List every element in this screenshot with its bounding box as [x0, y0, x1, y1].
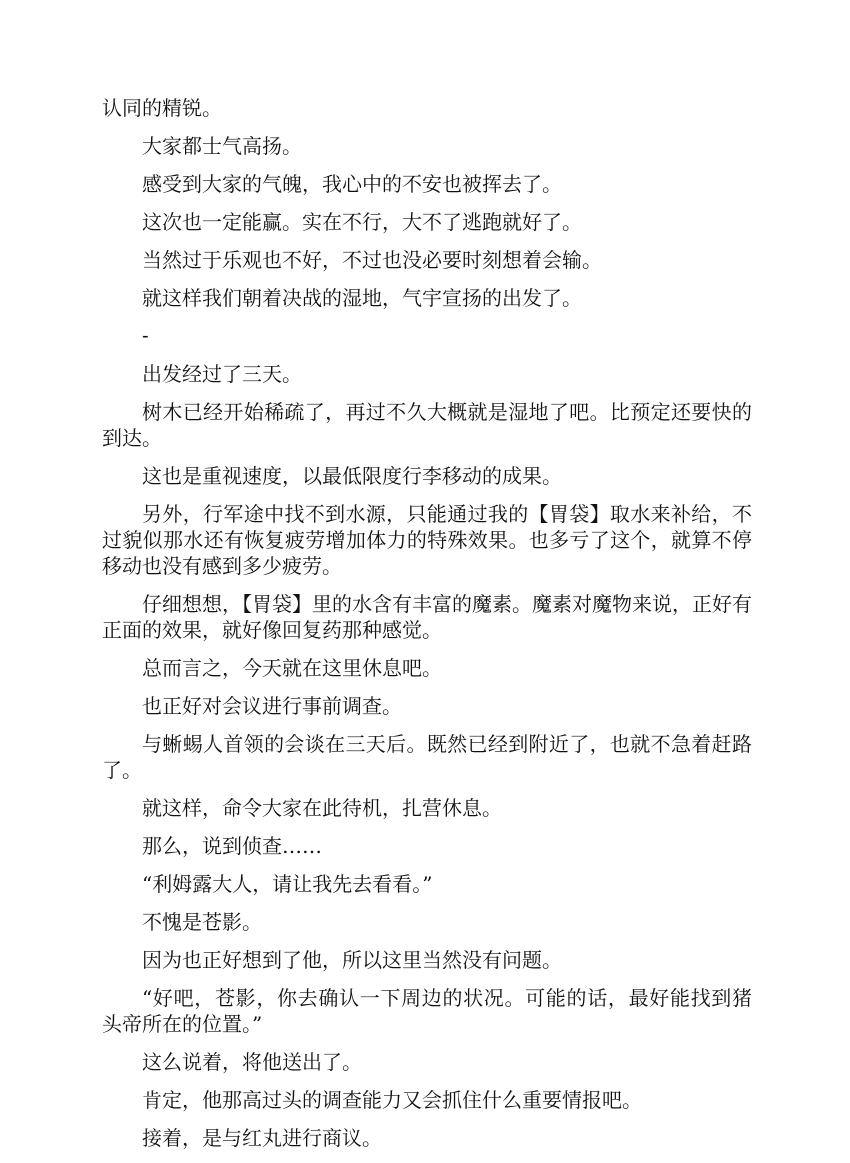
- document-body: [102, 95, 752, 1163]
- paragraph-24: 接着，是与红丸进行商议。: [142, 1126, 382, 1150]
- paragraph-21: “好吧，苍影，你去确认一下周边的状况。可能的话，最好能找到猪头帝所在的位置。”: [102, 986, 752, 1036]
- paragraph-9: 树木已经开始稀疏了，再过不久大概就是湿地了吧。比预定还要快的到达。: [102, 400, 752, 450]
- paragraph-14: 也正好对会议进行事前调查。: [142, 694, 402, 718]
- paragraph-22: 这么说着，将他送出了。: [142, 1050, 362, 1074]
- paragraph-19: 不愧是苍影。: [142, 910, 262, 934]
- paragraph-1: 认同的精锐。: [102, 96, 222, 120]
- paragraph-12: 仔细想想，【胃袋】里的水含有丰富的魔素。魔素对魔物来说，正好有正面的效果，就好像回复药那种感觉。: [102, 592, 752, 642]
- section-separator: -: [142, 325, 149, 347]
- paragraph-3: 感受到大家的气魄，我心中的不安也被挥去了。: [142, 172, 562, 196]
- paragraph-17: 那么，说到侦查……: [142, 834, 322, 858]
- paragraph-20: 因为也正好想到了他，所以这里当然没有问题。: [142, 948, 562, 972]
- paragraph-2: 大家都士气高扬。: [142, 134, 302, 158]
- paragraph-4: 这次也一定能赢。实在不行，大不了逃跑就好了。: [142, 210, 582, 234]
- paragraph-18: “利姆露大人，请让我先去看看。”: [142, 872, 433, 896]
- paragraph-11: 另外，行军途中找不到水源，只能通过我的【胃袋】取水来补给，不过貌似那水还有恢复疲劳增加体力的特殊效果。也多亏了这个，就算不停移动也没有感到多少疲劳。: [102, 502, 752, 578]
- paragraph-15: 与蜥蜴人首领的会谈在三天后。既然已经到附近了，也就不急着赶路了。: [102, 732, 752, 782]
- paragraph-13: 总而言之，今天就在这里休息吧。: [142, 656, 442, 680]
- paragraph-8: 出发经过了三天。: [142, 362, 302, 386]
- paragraph-5: 当然过于乐观也不好，不过也没必要时刻想着会输。: [142, 248, 602, 272]
- paragraph-6: 就这样我们朝着决战的湿地，气宇宣扬的出发了。: [142, 286, 582, 310]
- paragraph-23: 肯定，他那高过头的调查能力又会抓住什么重要情报吧。: [142, 1088, 642, 1112]
- paragraph-10: 这也是重视速度，以最低限度行李移动的成果。: [142, 464, 562, 488]
- paragraph-16: 就这样，命令大家在此待机，扎营休息。: [142, 796, 502, 820]
